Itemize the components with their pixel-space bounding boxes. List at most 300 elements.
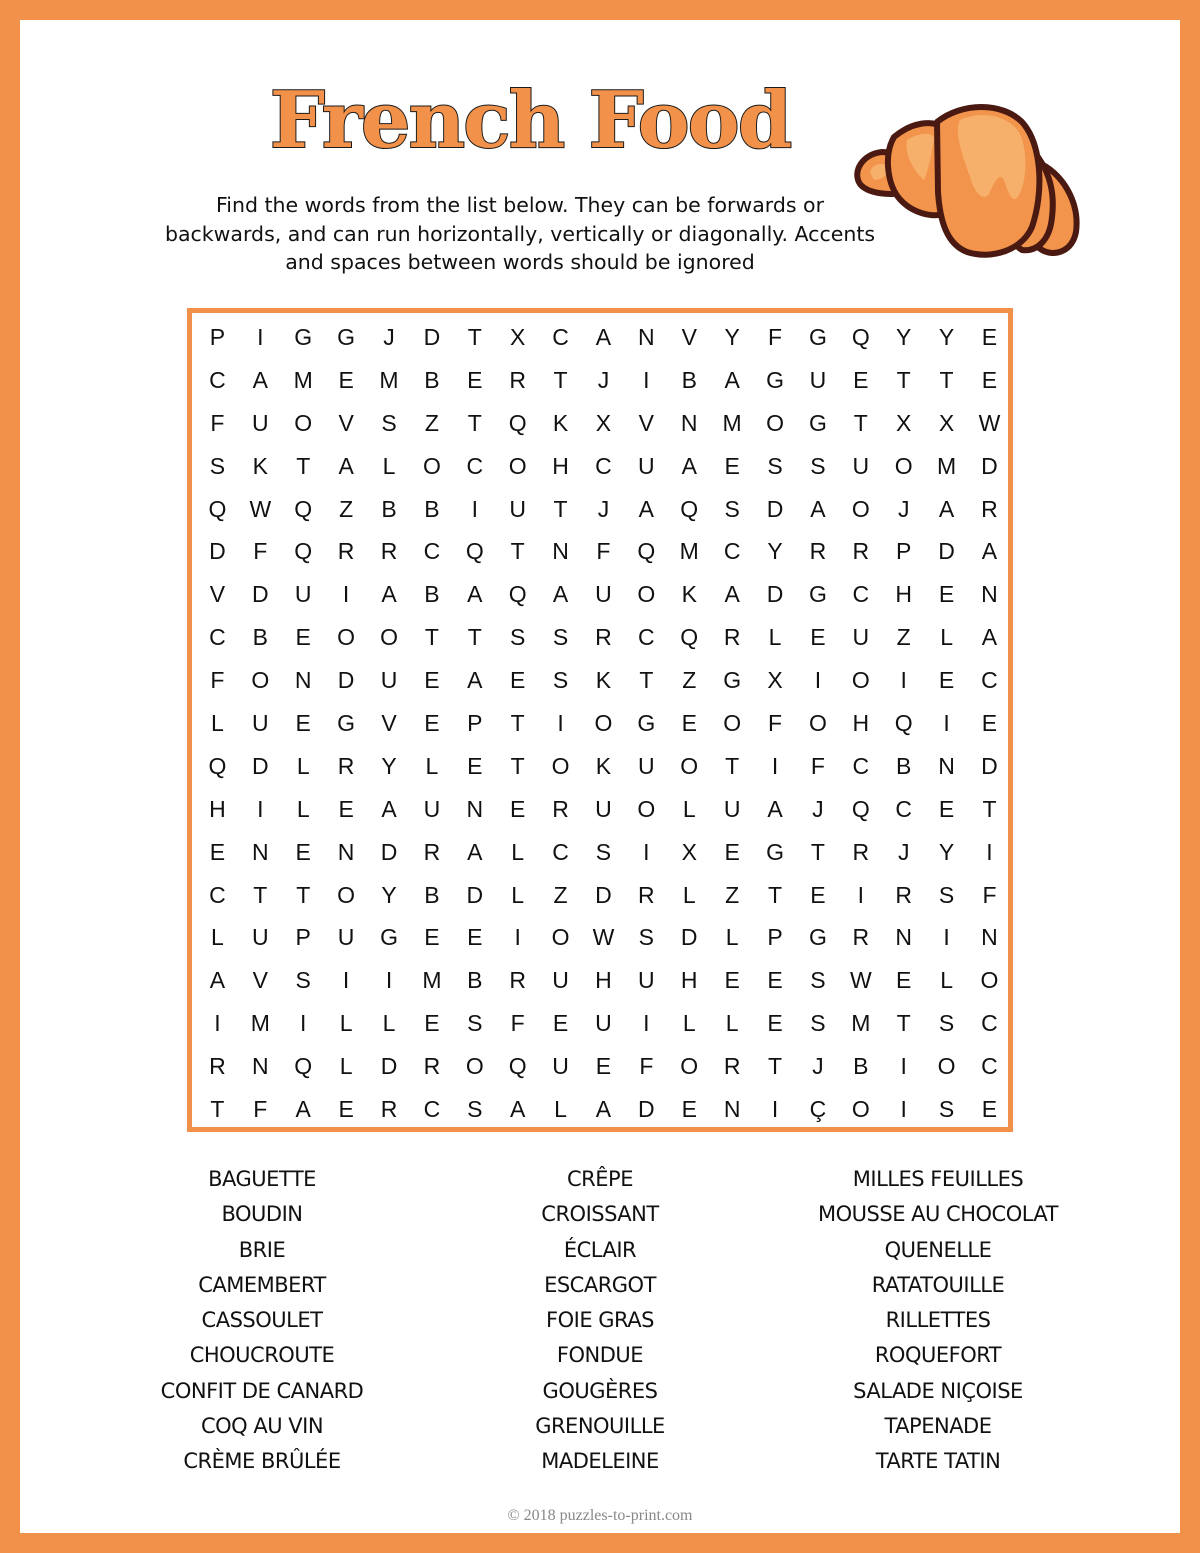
grid-cell[interactable]: T [896, 366, 911, 393]
grid-cell[interactable]: L [511, 881, 525, 908]
grid-cell[interactable]: E [467, 752, 483, 779]
grid-cell[interactable]: T [639, 667, 654, 694]
grid-cell[interactable]: S [467, 1095, 483, 1122]
grid-cell[interactable]: U [337, 924, 355, 951]
grid-cell[interactable]: J [812, 1053, 824, 1080]
grid-cell[interactable]: E [724, 452, 740, 479]
grid-cell[interactable]: H [595, 967, 612, 994]
grid-cell[interactable]: X [767, 667, 783, 694]
grid-cell[interactable]: D [466, 881, 484, 908]
grid-cell[interactable]: T [510, 709, 525, 736]
grid-cell[interactable]: T [510, 538, 525, 565]
grid-cell[interactable]: L [511, 838, 525, 865]
grid-cell[interactable]: Z [553, 881, 568, 908]
grid-cell[interactable]: T [424, 624, 439, 651]
grid-cell[interactable]: D [766, 495, 784, 522]
grid-cell[interactable]: J [383, 323, 395, 350]
grid-cell[interactable]: H [552, 452, 569, 479]
grid-cell[interactable]: O [465, 1053, 484, 1080]
grid-cell[interactable]: A [810, 495, 826, 522]
grid-cell[interactable]: A [595, 1095, 612, 1122]
grid-cell[interactable]: Q [208, 495, 227, 522]
grid-cell[interactable]: G [294, 323, 313, 350]
grid-cell[interactable]: S [767, 452, 783, 479]
grid-cell[interactable]: O [594, 709, 613, 736]
grid-cell[interactable]: Y [938, 323, 955, 350]
grid-cell[interactable]: C [595, 452, 612, 479]
grid-cell[interactable]: L [554, 1095, 567, 1122]
grid-cell[interactable]: F [982, 881, 997, 908]
grid-cell[interactable]: A [467, 581, 483, 608]
grid-cell[interactable]: O [251, 667, 270, 694]
grid-cell[interactable]: B [853, 1053, 869, 1080]
grid-cell[interactable]: O [808, 709, 827, 736]
grid-cell[interactable]: T [553, 366, 568, 393]
grid-cell[interactable]: A [338, 452, 354, 479]
grid-cell[interactable]: E [209, 838, 226, 865]
grid-cell[interactable]: Z [339, 495, 354, 522]
grid-cell[interactable]: I [943, 924, 950, 951]
grid-cell[interactable]: S [552, 624, 569, 651]
grid-cell[interactable]: L [382, 1010, 396, 1037]
grid-cell[interactable]: F [767, 709, 783, 736]
grid-cell[interactable]: A [295, 1095, 311, 1122]
grid-cell[interactable]: W [592, 924, 615, 951]
grid-cell[interactable]: H [895, 581, 912, 608]
grid-cell[interactable]: B [381, 495, 397, 522]
grid-cell[interactable]: E [981, 366, 998, 393]
grid-cell[interactable]: T [510, 752, 525, 779]
grid-cell[interactable]: G [637, 709, 656, 736]
grid-cell[interactable]: T [553, 495, 568, 522]
grid-cell[interactable]: A [938, 495, 955, 522]
grid-cell[interactable]: I [771, 752, 779, 779]
grid-cell[interactable]: E [681, 1095, 697, 1122]
grid-cell[interactable]: I [385, 967, 393, 994]
grid-cell[interactable]: O [422, 452, 441, 479]
grid-cell[interactable]: Y [767, 538, 783, 565]
grid-cell[interactable]: R [981, 495, 998, 522]
grid-cell[interactable]: L [725, 924, 739, 951]
grid-cell[interactable]: I [643, 366, 650, 393]
grid-cell[interactable]: G [766, 838, 784, 865]
grid-cell[interactable]: O [551, 752, 570, 779]
grid-cell[interactable]: U [595, 795, 612, 822]
grid-cell[interactable]: Q [294, 1053, 313, 1080]
grid-cell[interactable]: U [552, 967, 569, 994]
grid-cell[interactable]: U [252, 709, 269, 736]
grid-cell[interactable]: X [896, 409, 912, 436]
grid-cell[interactable]: U [852, 624, 870, 651]
grid-cell[interactable]: Z [896, 624, 911, 651]
grid-cell[interactable]: B [424, 881, 440, 908]
grid-cell[interactable]: L [940, 624, 953, 651]
grid-cell[interactable]: I [514, 924, 521, 951]
grid-cell[interactable]: W [249, 495, 272, 522]
grid-cell[interactable]: J [597, 495, 610, 522]
grid-cell[interactable]: E [424, 924, 440, 951]
grid-cell[interactable]: L [211, 709, 224, 736]
grid-cell[interactable]: Q [680, 624, 699, 651]
grid-cell[interactable]: X [938, 409, 955, 436]
grid-cell[interactable]: O [294, 409, 313, 436]
grid-cell[interactable]: O [337, 881, 356, 908]
grid-cell[interactable]: S [938, 881, 955, 908]
grid-cell[interactable]: K [552, 409, 569, 436]
grid-cell[interactable]: F [596, 538, 611, 565]
grid-cell[interactable]: B [252, 624, 268, 651]
grid-cell[interactable]: Y [381, 881, 397, 908]
grid-cell[interactable]: I [857, 881, 864, 908]
grid-cell[interactable]: O [680, 752, 699, 779]
grid-cell[interactable]: L [768, 624, 782, 651]
grid-cell[interactable]: D [252, 581, 269, 608]
grid-cell[interactable]: U [723, 795, 741, 822]
grid-cell[interactable]: C [723, 538, 741, 565]
grid-cell[interactable]: K [595, 667, 612, 694]
grid-cell[interactable]: V [252, 967, 268, 994]
grid-cell[interactable]: N [294, 667, 312, 694]
grid-cell[interactable]: Z [682, 667, 697, 694]
grid-cell[interactable]: P [467, 709, 483, 736]
grid-cell[interactable]: N [938, 752, 955, 779]
grid-cell[interactable]: Q [637, 538, 656, 565]
grid-cell[interactable]: I [643, 1010, 650, 1037]
grid-cell[interactable]: E [767, 1010, 783, 1037]
grid-cell[interactable]: D [680, 924, 698, 951]
grid-cell[interactable]: M [422, 967, 442, 994]
grid-cell[interactable]: O [766, 409, 784, 436]
grid-cell[interactable]: M [379, 366, 399, 393]
grid-cell[interactable]: T [810, 838, 825, 865]
grid-cell[interactable]: D [638, 1095, 655, 1122]
grid-cell[interactable]: E [552, 1010, 569, 1037]
grid-cell[interactable]: T [210, 1095, 225, 1122]
grid-cell[interactable]: D [981, 452, 998, 479]
grid-cell[interactable]: E [424, 709, 440, 736]
grid-cell[interactable]: H [209, 795, 226, 822]
grid-cell[interactable]: B [424, 366, 440, 393]
grid-cell[interactable]: T [982, 795, 997, 822]
grid-cell[interactable]: D [938, 538, 955, 565]
grid-cell[interactable]: N [981, 581, 998, 608]
grid-cell[interactable]: O [851, 667, 870, 694]
grid-cell[interactable]: R [809, 538, 827, 565]
grid-cell[interactable]: E [338, 1095, 354, 1122]
grid-cell[interactable]: C [209, 624, 226, 651]
grid-cell[interactable]: C [423, 1095, 441, 1122]
grid-cell[interactable]: S [724, 495, 740, 522]
grid-cell[interactable]: E [938, 581, 955, 608]
grid-cell[interactable]: V [209, 581, 226, 608]
grid-cell[interactable]: F [767, 323, 783, 350]
grid-cell[interactable]: Q [851, 795, 870, 822]
grid-cell[interactable]: T [253, 881, 268, 908]
grid-cell[interactable]: I [900, 1053, 907, 1080]
grid-cell[interactable]: O [551, 924, 570, 951]
grid-cell[interactable]: E [295, 838, 311, 865]
grid-cell[interactable]: E [810, 881, 826, 908]
grid-cell[interactable]: H [680, 967, 698, 994]
grid-cell[interactable]: J [897, 838, 910, 865]
grid-cell[interactable]: U [380, 667, 398, 694]
grid-cell[interactable]: E [724, 838, 740, 865]
grid-cell[interactable]: I [814, 667, 822, 694]
grid-cell[interactable]: Q [208, 752, 227, 779]
grid-cell[interactable]: I [214, 1010, 221, 1037]
grid-cell[interactable]: Y [724, 323, 740, 350]
grid-cell[interactable]: P [896, 538, 912, 565]
grid-cell[interactable]: L [339, 1010, 353, 1037]
grid-cell[interactable]: R [337, 752, 355, 779]
grid-cell[interactable]: T [296, 881, 311, 908]
grid-cell[interactable]: A [209, 967, 226, 994]
grid-cell[interactable]: M [722, 409, 742, 436]
grid-cell[interactable]: E [810, 624, 826, 651]
grid-cell[interactable]: R [595, 624, 612, 651]
grid-cell[interactable]: A [595, 323, 612, 350]
grid-cell[interactable]: L [382, 452, 396, 479]
grid-cell[interactable]: L [682, 795, 696, 822]
grid-cell[interactable]: S [209, 452, 226, 479]
grid-cell[interactable]: N [252, 1053, 269, 1080]
grid-cell[interactable]: I [557, 709, 564, 736]
grid-cell[interactable]: A [381, 581, 397, 608]
grid-cell[interactable]: A [724, 581, 740, 608]
grid-cell[interactable]: U [252, 409, 269, 436]
grid-cell[interactable]: C [895, 795, 912, 822]
grid-cell[interactable]: O [380, 624, 398, 651]
grid-cell[interactable]: L [296, 752, 310, 779]
grid-cell[interactable]: V [338, 409, 354, 436]
grid-cell[interactable]: P [295, 924, 311, 951]
grid-cell[interactable]: Y [381, 752, 397, 779]
grid-cell[interactable]: U [852, 452, 870, 479]
grid-cell[interactable]: E [681, 709, 697, 736]
grid-cell[interactable]: F [210, 409, 225, 436]
grid-cell[interactable]: R [895, 881, 912, 908]
grid-cell[interactable]: L [682, 1010, 696, 1037]
grid-cell[interactable]: O [980, 967, 999, 994]
grid-cell[interactable]: P [767, 924, 783, 951]
grid-cell[interactable]: R [423, 1053, 441, 1080]
grid-cell[interactable]: M [679, 538, 699, 565]
grid-cell[interactable]: C [981, 1010, 998, 1037]
grid-cell[interactable]: Q [508, 1053, 527, 1080]
grid-cell[interactable]: N [466, 795, 484, 822]
grid-cell[interactable]: S [638, 924, 655, 951]
grid-cell[interactable]: H [852, 709, 870, 736]
grid-cell[interactable]: A [681, 452, 697, 479]
grid-cell[interactable]: E [467, 366, 483, 393]
grid-cell[interactable]: B [681, 366, 697, 393]
grid-cell[interactable]: I [643, 838, 650, 865]
grid-cell[interactable]: N [252, 838, 269, 865]
grid-cell[interactable]: C [209, 366, 226, 393]
grid-cell[interactable]: P [209, 323, 226, 350]
grid-cell[interactable]: S [467, 1010, 483, 1037]
grid-cell[interactable]: T [767, 1053, 783, 1080]
grid-cell[interactable]: E [295, 624, 311, 651]
grid-cell[interactable]: G [380, 924, 398, 951]
grid-cell[interactable]: D [337, 667, 355, 694]
grid-cell[interactable]: I [943, 709, 950, 736]
grid-cell[interactable]: W [978, 409, 1001, 436]
grid-cell[interactable]: T [467, 409, 482, 436]
grid-cell[interactable]: Z [725, 881, 740, 908]
grid-cell[interactable]: N [981, 924, 998, 951]
grid-cell[interactable]: Ç [809, 1095, 827, 1122]
grid-cell[interactable]: O [851, 495, 870, 522]
grid-cell[interactable]: S [295, 967, 311, 994]
grid-cell[interactable]: R [423, 838, 441, 865]
grid-cell[interactable]: A [252, 366, 268, 393]
grid-cell[interactable]: Q [894, 709, 913, 736]
grid-cell[interactable]: A [467, 667, 483, 694]
grid-cell[interactable]: T [296, 452, 311, 479]
grid-cell[interactable]: R [509, 967, 526, 994]
grid-cell[interactable]: F [253, 1095, 268, 1122]
grid-cell[interactable]: E [981, 709, 998, 736]
grid-cell[interactable]: C [852, 752, 870, 779]
grid-cell[interactable]: E [510, 667, 526, 694]
grid-cell[interactable]: D [766, 581, 784, 608]
grid-cell[interactable]: N [680, 409, 698, 436]
grid-cell[interactable]: S [810, 967, 826, 994]
grid-cell[interactable]: W [849, 967, 872, 994]
grid-cell[interactable]: R [380, 538, 398, 565]
grid-cell[interactable]: I [900, 1095, 907, 1122]
grid-cell[interactable]: G [337, 709, 356, 736]
grid-cell[interactable]: T [725, 752, 740, 779]
grid-cell[interactable]: A [638, 495, 655, 522]
grid-cell[interactable]: U [595, 1010, 612, 1037]
grid-cell[interactable]: D [380, 838, 398, 865]
grid-cell[interactable]: N [638, 323, 655, 350]
grid-cell[interactable]: D [423, 323, 441, 350]
grid-cell[interactable]: R [852, 924, 870, 951]
grid-cell[interactable]: I [342, 967, 350, 994]
grid-cell[interactable]: J [597, 366, 610, 393]
grid-cell[interactable]: R [852, 538, 870, 565]
grid-cell[interactable]: G [808, 409, 827, 436]
grid-cell[interactable]: V [381, 709, 397, 736]
grid-cell[interactable]: R [380, 1095, 398, 1122]
grid-cell[interactable]: A [510, 1095, 526, 1122]
grid-cell[interactable]: E [295, 709, 311, 736]
grid-cell[interactable]: D [252, 752, 269, 779]
grid-cell[interactable]: Q [465, 538, 484, 565]
grid-cell[interactable]: I [471, 495, 478, 522]
grid-cell[interactable]: K [252, 452, 268, 479]
grid-cell[interactable]: G [808, 323, 827, 350]
grid-cell[interactable]: C [981, 667, 998, 694]
grid-cell[interactable]: S [510, 624, 526, 651]
grid-cell[interactable]: G [808, 581, 827, 608]
grid-cell[interactable]: B [467, 967, 483, 994]
grid-cell[interactable]: E [938, 795, 955, 822]
grid-cell[interactable]: Z [424, 409, 439, 436]
grid-cell[interactable]: F [210, 667, 225, 694]
grid-cell[interactable]: C [209, 881, 226, 908]
grid-cell[interactable]: M [937, 452, 957, 479]
grid-cell[interactable]: B [424, 581, 440, 608]
grid-cell[interactable]: Q [294, 495, 313, 522]
grid-cell[interactable]: E [853, 366, 869, 393]
grid-cell[interactable]: O [894, 452, 913, 479]
grid-cell[interactable]: R [509, 366, 526, 393]
grid-cell[interactable]: F [253, 538, 268, 565]
grid-cell[interactable]: R [337, 538, 355, 565]
grid-cell[interactable]: A [552, 581, 569, 608]
grid-cell[interactable]: T [853, 409, 868, 436]
grid-cell[interactable]: E [467, 924, 483, 951]
grid-cell[interactable]: L [339, 1053, 353, 1080]
grid-cell[interactable]: Y [938, 838, 955, 865]
grid-cell[interactable]: Q [851, 323, 870, 350]
grid-cell[interactable]: E [338, 795, 354, 822]
grid-cell[interactable]: U [509, 495, 526, 522]
grid-cell[interactable]: S [595, 838, 612, 865]
grid-cell[interactable]: L [682, 881, 696, 908]
grid-cell[interactable]: S [552, 667, 569, 694]
grid-cell[interactable]: R [552, 795, 569, 822]
grid-cell[interactable]: A [767, 795, 783, 822]
grid-cell[interactable]: L [940, 967, 953, 994]
grid-cell[interactable]: O [851, 1095, 870, 1122]
grid-cell[interactable]: F [510, 1010, 525, 1037]
grid-cell[interactable]: L [725, 1010, 739, 1037]
grid-cell[interactable]: U [294, 581, 312, 608]
grid-cell[interactable]: V [681, 323, 697, 350]
grid-cell[interactable]: T [467, 323, 482, 350]
grid-cell[interactable]: Q [680, 495, 699, 522]
grid-cell[interactable]: T [939, 366, 954, 393]
grid-cell[interactable]: R [723, 1053, 741, 1080]
grid-cell[interactable]: D [595, 881, 612, 908]
grid-cell[interactable]: E [338, 366, 354, 393]
grid-cell[interactable]: F [639, 1053, 654, 1080]
grid-cell[interactable]: D [380, 1053, 398, 1080]
grid-cell[interactable]: T [896, 1010, 911, 1037]
grid-cell[interactable]: E [724, 967, 740, 994]
grid-cell[interactable]: U [552, 1053, 569, 1080]
grid-cell[interactable]: A [981, 624, 998, 651]
grid-cell[interactable]: S [810, 1010, 826, 1037]
grid-cell[interactable]: O [637, 581, 656, 608]
grid-cell[interactable]: I [300, 1010, 307, 1037]
grid-cell[interactable]: N [895, 924, 912, 951]
grid-cell[interactable]: E [981, 1095, 998, 1122]
grid-cell[interactable]: O [508, 452, 527, 479]
grid-cell[interactable]: F [810, 752, 825, 779]
grid-cell[interactable]: G [723, 667, 742, 694]
grid-cell[interactable]: S [810, 452, 826, 479]
grid-cell[interactable]: E [595, 1053, 612, 1080]
grid-cell[interactable]: I [986, 838, 993, 865]
grid-cell[interactable]: A [381, 795, 397, 822]
grid-cell[interactable]: N [552, 538, 569, 565]
grid-cell[interactable]: C [638, 624, 655, 651]
grid-cell[interactable]: E [424, 667, 440, 694]
grid-cell[interactable]: L [211, 924, 224, 951]
grid-cell[interactable]: X [510, 323, 526, 350]
grid-cell[interactable]: B [424, 495, 440, 522]
grid-cell[interactable]: L [296, 795, 310, 822]
grid-cell[interactable]: Q [508, 581, 527, 608]
grid-cell[interactable]: C [423, 538, 441, 565]
grid-cell[interactable]: M [851, 1010, 871, 1037]
